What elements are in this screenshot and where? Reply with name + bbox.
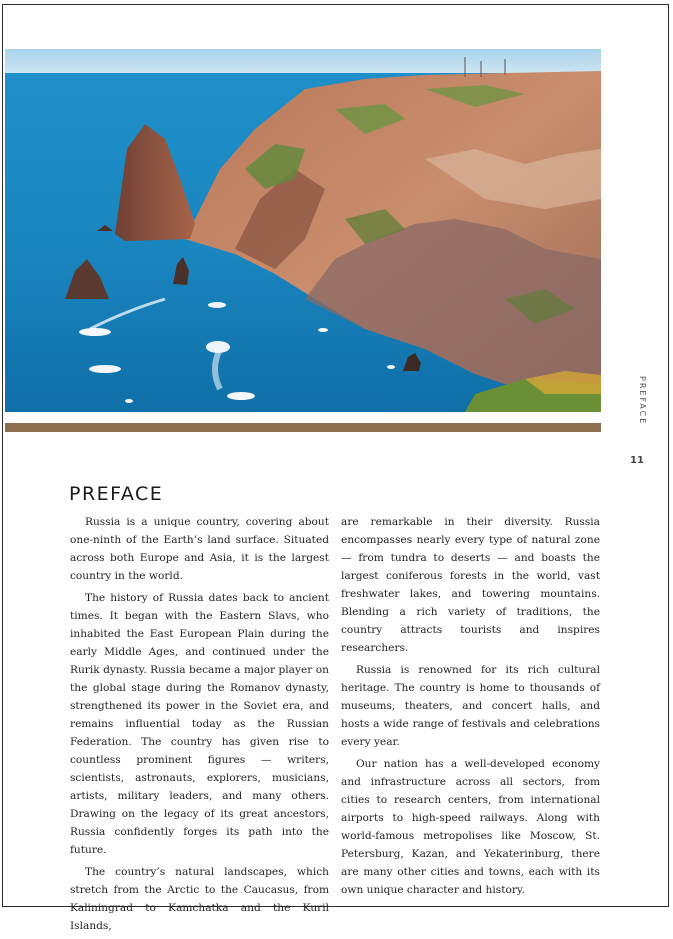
paragraph: Russia is renowned for its rich cultural heritage. The country is home to thousands of museums, theaters, and concert halls, and hosts a wide range of festivals and celebrations every year. (341, 664, 600, 748)
page-number: 11 (630, 455, 644, 466)
paragraph: Russia is a unique country, covering about one-ninth of the Earth’s land surface. Situated across both Europe and Asia, it is the largest country in the world. (70, 516, 329, 582)
side-section-label: PREFACE (638, 376, 647, 426)
coastal-cliffs-illustration (5, 49, 601, 412)
page-title: PREFACE (69, 482, 164, 505)
decorative-brown-rule (5, 423, 601, 432)
paragraph: are remarkable in their diversity. Russia encompasses nearly every type of natural zone — from tundra to deserts — and boasts the largest coniferous forests in the world, vast freshwater lakes, and towering mountains. Blending a rich variety of traditions, the country attracts tourists and inspires researchers. (341, 516, 600, 654)
right-text-column (341, 513, 600, 903)
paragraph: The country’s natural landscapes, which stretch from the Arctic to the Caucasus, from Kaliningrad to Kamchatka and the Kuril Islands, (70, 866, 329, 932)
left-text-column (70, 513, 329, 939)
coastal-cliffs-photo (5, 49, 601, 412)
paragraph: Our nation has a well-developed economy and infrastructure across all sectors, from cities to research centers, from international airports to high-speed railways. Along with world-famous metropolises like Moscow, St. Petersburg, Kazan, and Yekaterinburg, there are many other cities and towns, each with its own unique character and history. (341, 758, 600, 896)
paragraph: The history of Russia dates back to ancient times. It began with the Eastern Slavs, who inhabited the East European Plain during the early Middle Ages, and continued under the Rurik dynasty. Russia became a major player on the global stage during the Romanov dynasty, strengthened its power in the Soviet era, and remains influential today as the Russian Federation. The country has given rise to countless prominent figures — writers, scientists, astronauts, explorers, musicians, artists, military leaders, and many others. Drawing on the legacy of its great ancestors, Russia confidently forges its path into the future. (70, 592, 329, 856)
page (2, 4, 669, 932)
